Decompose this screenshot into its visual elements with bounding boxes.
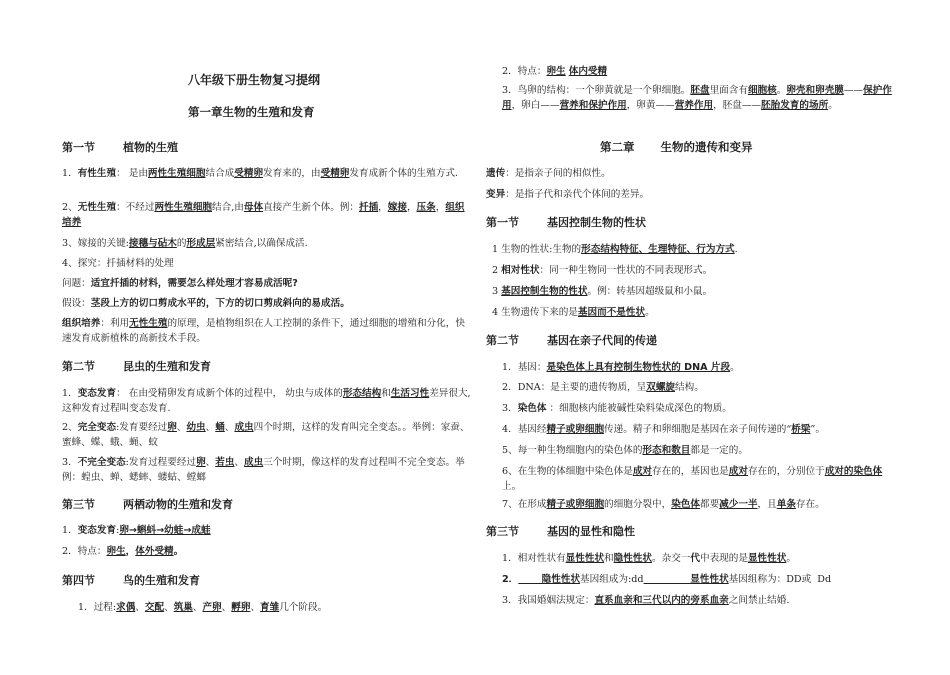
question-item: 问题：适宜扦插的材料，需要怎么样处理才容易成活呢?	[62, 278, 298, 289]
section-1-heading: 第一节 植物的生殖	[62, 141, 178, 154]
amphibian-features-item: 2．特点：卵生，体外受精。	[62, 546, 184, 557]
bird-process-item: 1．过程:求偶、交配、筑巢、产卵、孵卵、育雏几个阶段。	[78, 602, 328, 613]
dna-item: 2．DNA：是主要的遗传物质，呈双螺旋结构。	[502, 382, 704, 393]
dominant-recessive-item: 1．相对性状有显性性状和隐性性状。杂交一代中表现的是显性性状。	[502, 553, 796, 564]
chapter-1-title: 第一章生物的生殖和发育	[188, 105, 315, 119]
bird-features-item: 2．特点：卵生 体内受精	[502, 66, 608, 77]
section-3-heading: 第三节 两栖动物的生殖和发育	[62, 498, 233, 511]
amphibian-metamorphosis-item: 1．变态发育:卵→蝌蚪→幼蛙→成蛙	[62, 525, 211, 536]
ch2-section-1-heading: 第一节 基因控制生物的性状	[486, 216, 646, 229]
marriage-law-item: 3．我国婚姻法规定：直系血亲和三代以内的旁系血亲之间禁止结婚.	[502, 595, 790, 606]
gene-transfer-item: 4．基因经精子或卵细胞传递。精子和卵细胞是基因在亲子间传递的“桥梁”。	[502, 424, 825, 435]
section-2-heading: 第二节 昆虫的生殖和发育	[62, 360, 211, 373]
relative-trait-item: 2 相对性状：同一种生物同一性状的不同表现形式。	[492, 265, 713, 276]
metamorphosis-item: 1．变态发育： 在由受精卵发育成新个体的过程中， 幼虫与成体的形态结构和生活习性差异很大,这种发育过程叫变态发育.	[62, 388, 471, 414]
section-4-heading: 第四节 鸟的生殖和发育	[62, 574, 200, 587]
bird-egg-structure-item: 3．鸟卵的结构：一个卵黄就是一个卵细胞。胚盘里面含有细胞核。卵壳和卵壳膜——保护作用，卵白——营养和保护作用，卵黄——营养作用，胚盘——胚胎发育的场所。	[502, 85, 892, 111]
complete-metamorphosis-item: 2、完全变态:发育要经过卵、幼虫、蛹、成虫四个时期，这样的发育叫完全变态。。举例：家蚕、蜜蜂、蝶、蛾、蝇、蚊	[62, 422, 470, 448]
gene-definition-item: 1．基因：是染色体上具有控制生物性状的 DNA 片段。	[502, 362, 740, 373]
incomplete-metamorphosis-item: 3．不完全变态:发育过程要经过卵、若虫、成虫三个时期，像这样的发育过程叫不完全变态。举例：蝗虫、蝉、蟋蟀、蝼蛄、螳螂	[62, 457, 465, 483]
gene-control-item: 3 基因控制生物的性状。例：转基因超级鼠和小鼠。	[492, 286, 713, 297]
grafting-key-item: 3、嫁接的关键:接穗与砧木的形成层紧密结合,以确保成活.	[62, 238, 308, 249]
trait-item: 1 生物的性状:生物的形态结构特征、生理特征、行为方式.	[492, 244, 738, 255]
hypothesis-item: 假设：茎段上方的切口剪成水平的，下方的切口剪成斜向的易成活。	[62, 298, 350, 309]
tissue-culture-item: 组织培养：利用无性生殖的原理，是植物组织在人工控制的条件下，通过细胞的增殖和分化，快速发育成新植株的高新技术手段。	[62, 318, 465, 344]
variation-definition: 变异：是指子代和亲代个体间的差异。	[486, 189, 650, 200]
sexual-reproduction-item: 1．有性生殖： 是由两性生殖细胞结合成受精卵发育来的，由受精卵发育成新个体的生殖方式.	[62, 168, 458, 179]
chapter-2-title: 第二章 生物的遗传和变异	[600, 140, 753, 154]
inheritance-item: 4 生物遗传下来的是基因而不是性状。	[492, 307, 655, 318]
chromosome-item: 3．染色体 ：细胞核内能被碱性染料染成深色的物质。	[502, 403, 732, 414]
paired-chromosome-item: 6、在生物的体细胞中染色体是成对存在的，基因也是成对存在的，分别位于成对的染色体上。	[502, 466, 883, 492]
ch2-section-3-heading: 第三节 基因的显性和隐性	[486, 525, 635, 538]
document-title: 八年级下册生物复习提纲	[188, 73, 321, 87]
cell-division-item: 7、在形成精子或卵细胞的细胞分裂中，染色体都要减少一半，且单条存在。	[502, 499, 825, 510]
heredity-definition: 遗传：是指亲子间的相似性。	[486, 168, 611, 179]
genotype-item: 2． 隐性性状基因组成为:dd 显性性状基因组称为：DD或 Dd	[502, 574, 832, 585]
chromosome-count-item: 5、每一种生物细胞内的染色体的形态和数目都是一定的。	[502, 445, 748, 456]
explore-item: 4、探究：扦插材料的处理	[62, 258, 174, 269]
asexual-reproduction-item: 2、无性生殖：不经过两性生殖细胞结合,由母体直接产生新个体。例：扦插，嫁接，压条，组织培养	[62, 202, 465, 228]
ch2-section-2-heading: 第二节 基因在亲子代间的传递	[486, 334, 657, 347]
